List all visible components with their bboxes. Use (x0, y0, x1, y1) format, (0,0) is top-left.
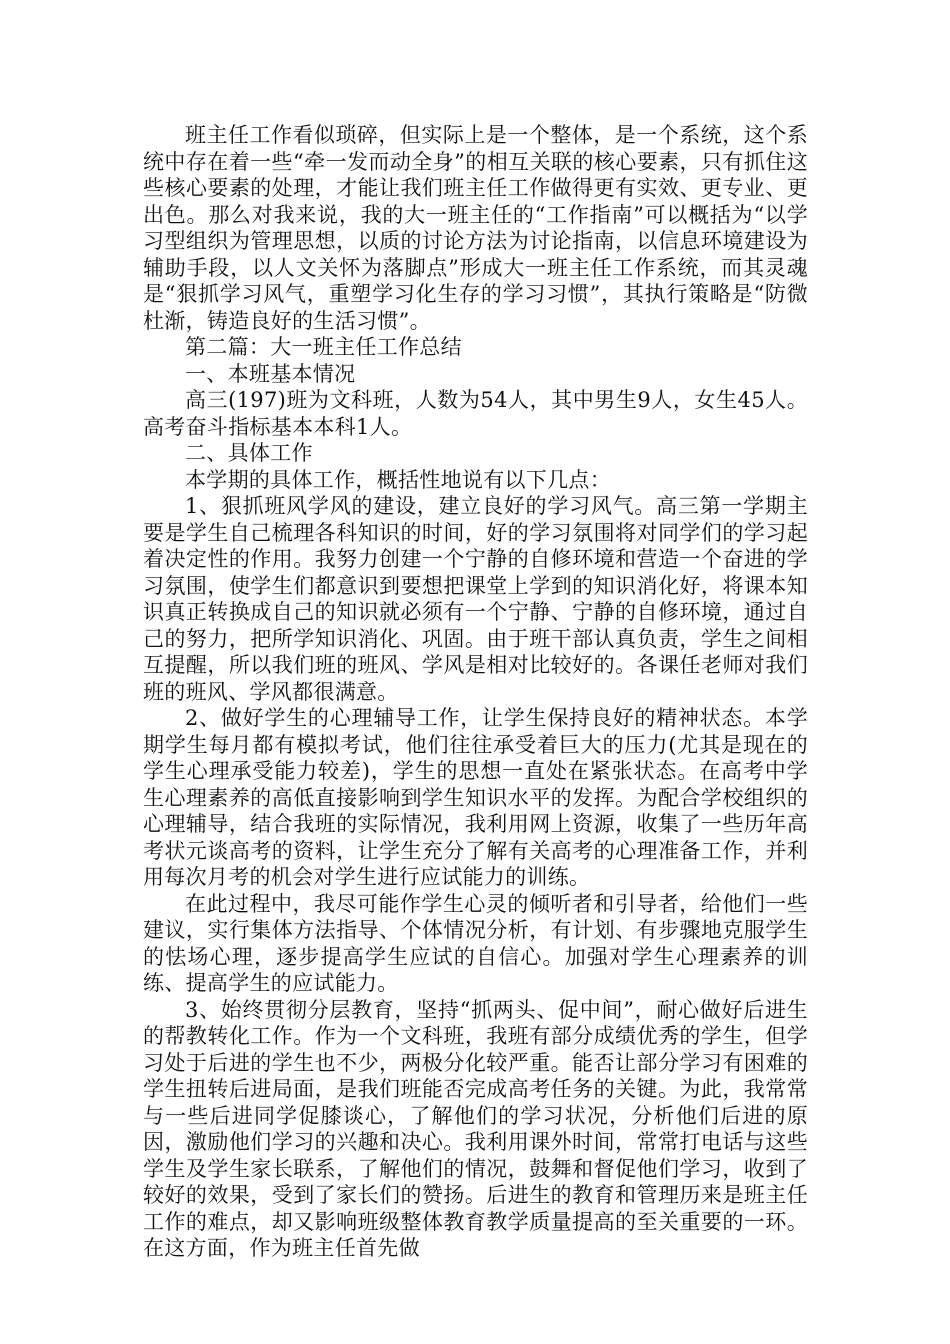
paragraph-point-2: 2、做好学生的心理辅导工作，让学生保持良好的精神状态。本学期学生每月都有模拟考试，他们往往承受着巨大的压力(尤其是现在的学生心理承受能力较差)，学生的思想一直处在紧张状态。在高考中学生心理素养的高低直接影响到学生知识水平的发挥。为配合学校组织的心理辅导，结合我班的实际情况，我利用网上资源，收集了一些历年高考状元谈高考的资料，让学生充分了解有关高考的心理准备工作，并利用每次月考的机会对学生进行应试能力的训练。 (143, 706, 808, 889)
heading-specific-work: 二、具体工作 (185, 441, 313, 465)
section-title-second-article: 第二篇：大一班主任工作总结 (185, 335, 462, 359)
paragraph-point-1: 1、狠抓班风学风的建设，建立良好的学习风气。高三第一学期主要是学生自己梳理各科知识的时间，好的学习氛围将对同学们的学习起着决定性的作用。我努力创建一个宁静的自修环境和营造一个奋进的学习氛围，使学生们都意识到要想把课堂上学到的知识消化好，将课本知识真正转换成自己的知识就必须有一个宁静、宁静的自修环境，通过自己的努力，把所学知识消化、巩固。由于班干部认真负责，学生之间相互提醒，所以我们班的班风、学风是相对比较好的。各课任老师对我们班的班风、学风都很满意。 (143, 494, 808, 704)
paragraph-point-3: 3、始终贯彻分层教育，坚持“抓两头、促中间”，耐心做好后进生的帮教转化工作。作为一个文科班，我班有部分成绩优秀的学生，但学习处于后进的学生也不少，两极分化较严重。能否让部分学习有困难的学生扭转后进局面，是我们班能否完成高考任务的关键。为此，我常常与一些后进同学促膝谈心，了解他们的学习状况，分析他们后进的原因，激励他们学习的兴趣和决心。我利用课外时间，常常打电话与这些学生及学生家长联系，了解他们的情况，鼓舞和督促他们学习，收到了较好的效果，受到了家长们的赞扬。后进生的教育和管理历来是班主任工作的难点，却又影响班级整体教育教学质量提高的至关重要的一环。在这方面，作为班主任首先做 (143, 997, 808, 1260)
paragraph-class-info: 高三(197)班为文科班，人数为54人，其中男生9人，女生45人。高考奋斗指标基本本科1人。 (143, 388, 808, 439)
document-body (143, 122, 808, 1262)
paragraph-point-2-continued: 在此过程中，我尽可能作学生心灵的倾听者和引导者，给他们一些建议，实行集体方法指导、个体情况分析，有计划、有步骤地克服学生的怯场心理，逐步提高学生应试的自信心。加强对学生心理素养的训练、提高学生的应试能力。 (143, 891, 808, 995)
paragraph-work-summary: 本学期的具体工作，概括性地说有以下几点： (185, 467, 611, 492)
heading-class-basic-info: 一、本班基本情况 (185, 361, 356, 386)
paragraph-intro: 班主任工作看似琐碎，但实际上是一个整体，是一个系统，这个系统中存在着一些“牵一发而动全身”的相互关联的核心要素，只有抓住这些核心要素的处理，才能让我们班主任工作做得更有实效、更专业、更出色。那么对我来说，我的大一班主任的“工作指南”可以概括为“以学习型组织为管理思想，以质的讨论方法为讨论指南，以信息环境建设为辅助手段，以人文关怀为落脚点”形成大一班主任工作系统，而其灵魂是“狠抓学习风气，重塑学习化生存的学习习惯”，其执行策略是“防微杜渐，铸造良好的生活习惯”。 (143, 123, 808, 333)
